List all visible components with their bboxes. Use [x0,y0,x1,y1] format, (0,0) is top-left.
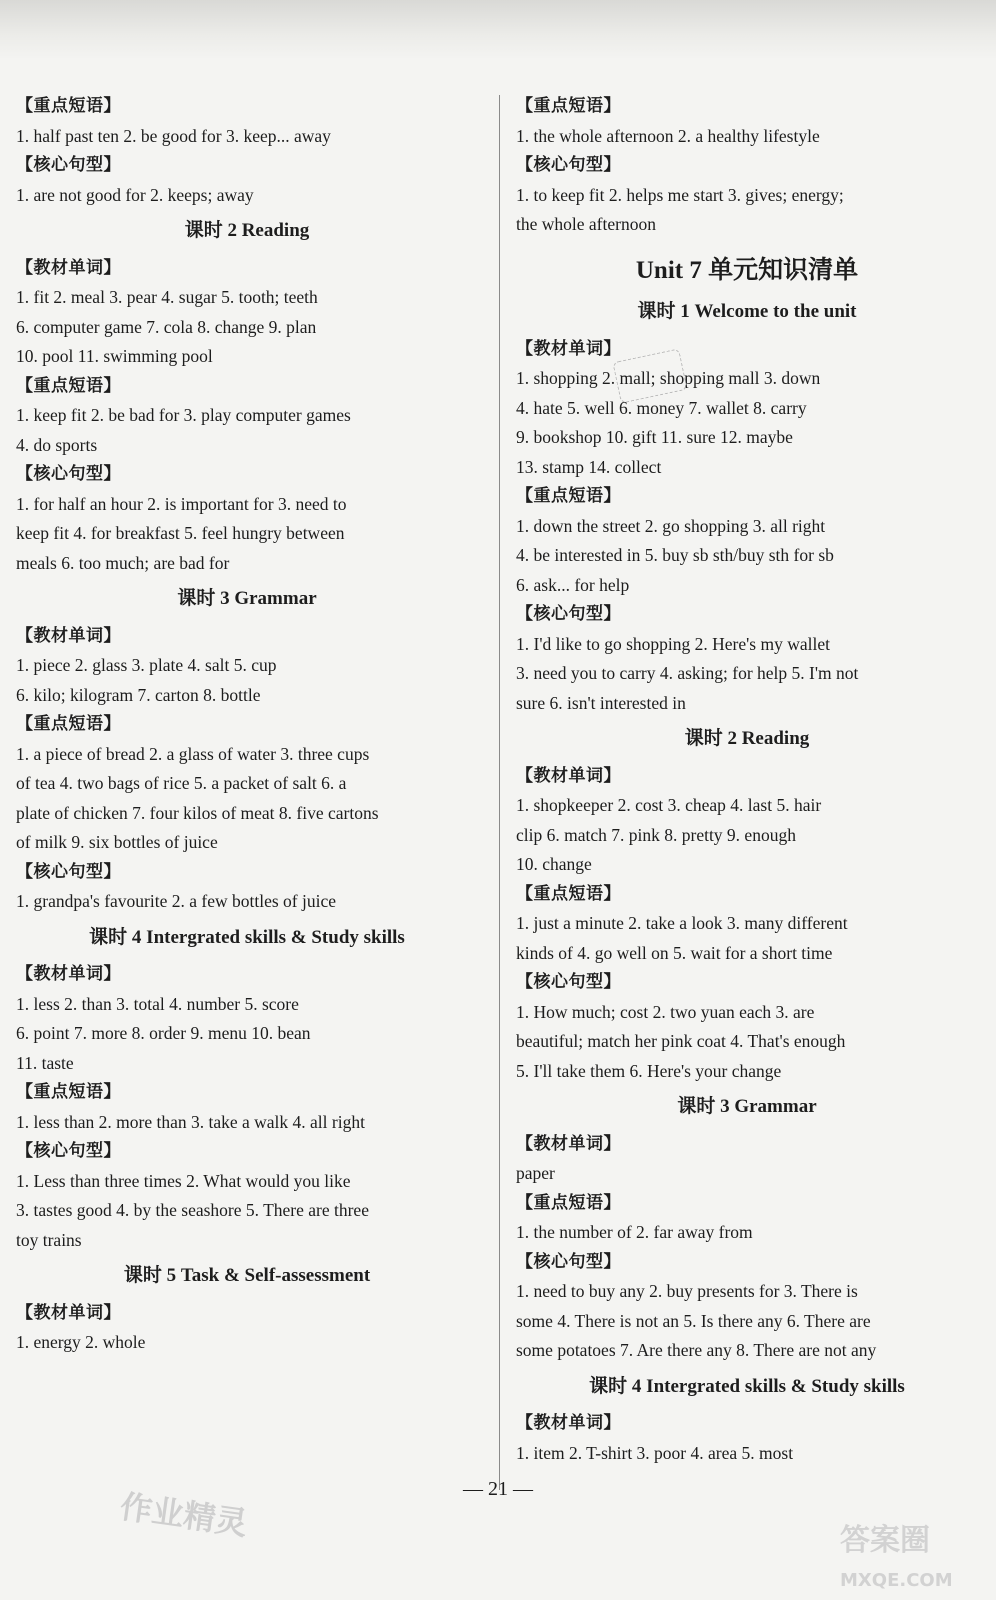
answer-line: paper [516,1163,555,1183]
section-tag: 【核心句型】 [16,155,121,175]
section-tag: 【重点短语】 [16,714,121,734]
lesson-heading: 课时 3 Grammar [177,588,317,609]
answer-line: 1. need to buy any 2. buy presents for 3. There is [516,1281,858,1301]
answer-line: 1. just a minute 2. take a look 3. many different [516,913,848,933]
answer-line: 1. for half an hour 2. is important for 3. need to [16,493,347,514]
section-tag: 【重点短语】 [516,96,621,116]
lesson-heading: 课时 4 Intergrated skills & Study skills [89,926,405,948]
section-tag: 【核心句型】 [16,1141,121,1161]
answer-line: 5. I'll take them 6. Here's your change [516,1060,782,1081]
section-tag: 【重点短语】 [16,375,121,396]
answer-line: 1. the whole afternoon 2. a healthy lifestyle [516,125,820,146]
answer-line: 9. bookshop 10. gift 11. sure 12. maybe [516,427,793,447]
answer-line: 1. item 2. T-shirt 3. poor 4. area 5. most [516,1442,794,1463]
answer-line: some potatoes 7. Are there any 8. There are not any [516,1340,877,1360]
watermark-text: 答案圈 [840,1523,930,1558]
section-tag: 【核心句型】 [516,1251,621,1272]
section-tag: 【重点短语】 [16,1082,121,1102]
answer-line: 1. to keep fit 2. helps me start 3. gives; energy; [516,184,844,205]
answer-line: some 4. There is not an 5. Is there any 6. There are [516,1310,871,1331]
section-tag: 【教材单词】 [16,964,121,984]
answer-line: 6. computer game 7. cola 8. change 9. plan [16,316,317,337]
section-tag: 【核心句型】 [516,604,621,624]
answer-line: 1. Less than three times 2. What would you like [16,1170,351,1191]
answer-line: 1. are not good for 2. keeps; away [16,184,254,205]
answer-line: 1. down the street 2. go shopping 3. all right [516,515,826,536]
watermark-logo-right [840,1515,953,1594]
section-tag: 【教材单词】 [16,1302,121,1323]
left-column [16,92,478,1358]
section-tag: 【核心句型】 [516,972,621,992]
answer-line: 6. ask... for help [516,574,630,595]
answer-line: 6. point 7. more 8. order 9. menu 10. bean [16,1023,311,1043]
answer-line: 10. pool 11. swimming pool [16,346,213,366]
section-tag: 【教材单词】 [516,765,621,786]
section-tag: 【核心句型】 [16,464,121,484]
section-tag: 【核心句型】 [16,861,121,882]
section-tag: 【重点短语】 [16,96,121,116]
answer-line: 1. less 2. than 3. total 4. number 5. score [16,993,299,1014]
answer-line: toy trains [16,1229,82,1250]
section-tag: 【教材单词】 [516,1413,621,1433]
answer-line: 1. piece 2. glass 3. plate 4. salt 5. cup [16,655,277,675]
section-tag: 【重点短语】 [516,486,621,506]
answer-line: 1. grandpa's favourite 2. a few bottles of juice [16,891,336,911]
answer-line: plate of chicken 7. four kilos of meat 8. five cartons [16,802,379,823]
answer-line: 4. be interested in 5. buy sb sth/buy sth for sb [516,545,834,565]
column-divider [499,95,500,1490]
watermark-url: MXQE.COM [840,1570,953,1591]
scan-top-shadow [0,0,996,60]
watermark-logo-left: 作业精灵 [117,1487,250,1543]
answer-line: 3. tastes good 4. by the seashore 5. There are three [16,1200,369,1220]
answer-line: 1. shopkeeper 2. cost 3. cheap 4. last 5. hair [516,795,822,815]
section-tag: 【重点短语】 [516,883,621,904]
answer-line: beautiful; match her pink coat 4. That's enough [516,1031,846,1051]
answer-line: 1. I'd like to go shopping 2. Here's my wallet [516,633,830,654]
lesson-heading: 课时 2 Reading [184,220,310,241]
lesson-heading: 课时 5 Task & Self-assessment [123,1265,371,1286]
lesson-heading: 课时 3 Grammar [677,1096,817,1117]
answer-line: 4. do sports [16,434,98,455]
answer-line: 11. taste [16,1052,74,1073]
answer-line: 1. keep fit 2. be bad for 3. play computer games [16,405,351,425]
unit-title: Unit 7 单元知识清单 [635,256,859,284]
answer-line: 4. hate 5. well 6. money 7. wallet 8. carry [516,397,807,418]
section-tag: 【教材单词】 [516,338,621,359]
answer-line: 13. stamp 14. collect [516,456,662,477]
answer-line: of tea 4. two bags of rice 5. a packet of salt 6. a [16,773,347,793]
answer-line: 1. energy 2. whole [16,1332,146,1352]
answer-line: 1. half past ten 2. be good for 3. keep... away [16,125,331,146]
answer-line: sure 6. isn't interested in [516,692,686,713]
answer-line: 1. the number of 2. far away from [516,1222,753,1242]
answer-line: 1. How much; cost 2. two yuan each 3. are [516,1001,815,1022]
answer-line: clip 6. match 7. pink 8. pretty 9. enough [516,824,796,845]
answer-line: 1. less than 2. more than 3. take a walk 4. all right [16,1111,365,1132]
right-column [516,92,978,1468]
answer-line: 3. need you to carry 4. asking; for help 5. I'm not [516,663,859,683]
answer-line: of milk 9. six bottles of juice [16,832,218,852]
lesson-heading: 课时 1 Welcome to the unit [637,301,857,322]
lesson-heading: 课时 2 Reading [684,728,810,749]
answer-line: 1. shopping 2. mall; shopping mall 3. down [516,368,821,388]
answer-line: 1. a piece of bread 2. a glass of water 3. three cups [16,743,370,764]
section-tag: 【教材单词】 [16,625,121,646]
answer-line: 6. kilo; kilogram 7. carton 8. bottle [16,684,261,705]
answer-line: the whole afternoon [516,214,656,234]
lesson-heading: 课时 4 Intergrated skills & Study skills [589,1375,905,1397]
section-tag: 【核心句型】 [516,155,621,175]
answer-line: meals 6. too much; are bad for [16,552,230,573]
answer-line: keep fit 4. for breakfast 5. feel hungry between [16,523,345,543]
page-number: — 21 — [463,1478,533,1500]
answer-line: 10. change [516,854,592,874]
section-tag: 【重点短语】 [516,1192,621,1213]
answer-line: 1. fit 2. meal 3. pear 4. sugar 5. tooth; teeth [16,287,318,307]
section-tag: 【教材单词】 [16,257,121,278]
section-tag: 【教材单词】 [516,1133,621,1154]
answer-line: kinds of 4. go well on 5. wait for a short time [516,942,833,963]
